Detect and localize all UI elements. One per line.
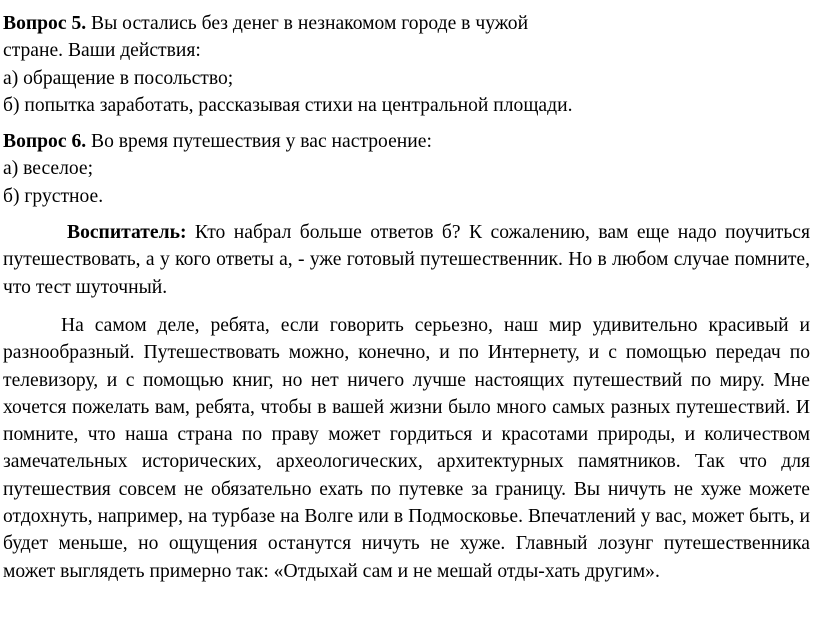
question-6-label: Вопрос 6.	[3, 131, 87, 153]
question-5-option-b: б) попытка заработать, рассказывая стихи на центральной площади.	[3, 94, 573, 116]
educator-label: Воспитатель:	[67, 222, 187, 244]
closing-paragraph: На самом деле, ребята, если говорить серьезно, наш мир удивительно красивый и разнообразный. Путешествовать можно, конечно, и по Интернету, и с помощью передач по телевизору, и с помощью книг, но нет ничего лучше настоящих путешествий по миру. Мне хочется пожелать вам, ребята, чтобы в вашей жизни было много самых разных путешествий. И помните, что наша страна по праву может гордиться и красотами природы, и количеством замечательных исторических, археологических, архитектурных памятников. Так что для путешествия совсем не обязательно ехать по путевке за границу. Вы ничуть не хуже можете отдохнуть, например, на турбазе на Волге или в Подмосковье. Впечатлений у вас, может быть, и будет меньше, но ощущения останутся ничуть не хуже. Главный лозунг путешественника может выглядеть примерно так: «Отдыхай сам и не мешай отды-хать другим».	[3, 314, 810, 582]
question-5-label: Вопрос 5.	[3, 13, 87, 34]
educator-paragraph	[3, 219, 810, 301]
question-6-option-a: а) веселое;	[3, 158, 94, 180]
question-5-line-1	[3, 10, 810, 37]
question-6-option-b: б) грустное.	[3, 185, 104, 207]
educator-text: Кто набрал больше ответов б? К сожалению, вам еще надо поучиться путешествовать, а у кого ответы а, - уже готовый путешественник. Но в любом случае помните, что тест шуточный.	[3, 222, 810, 298]
question-5-text-1: Вы остались без денег в незнакомом городе в чужой	[86, 13, 529, 34]
question-5-option-a: а) обращение в посольство;	[3, 67, 234, 89]
question-6-line-1	[3, 128, 810, 155]
question-6-text-1: Во время путешествия у вас настроение:	[86, 131, 432, 153]
question-5	[3, 10, 810, 119]
question-6	[3, 128, 810, 210]
paragraph-gap	[3, 301, 810, 312]
question-5-line-2: стране. Ваши действия:	[3, 40, 201, 62]
